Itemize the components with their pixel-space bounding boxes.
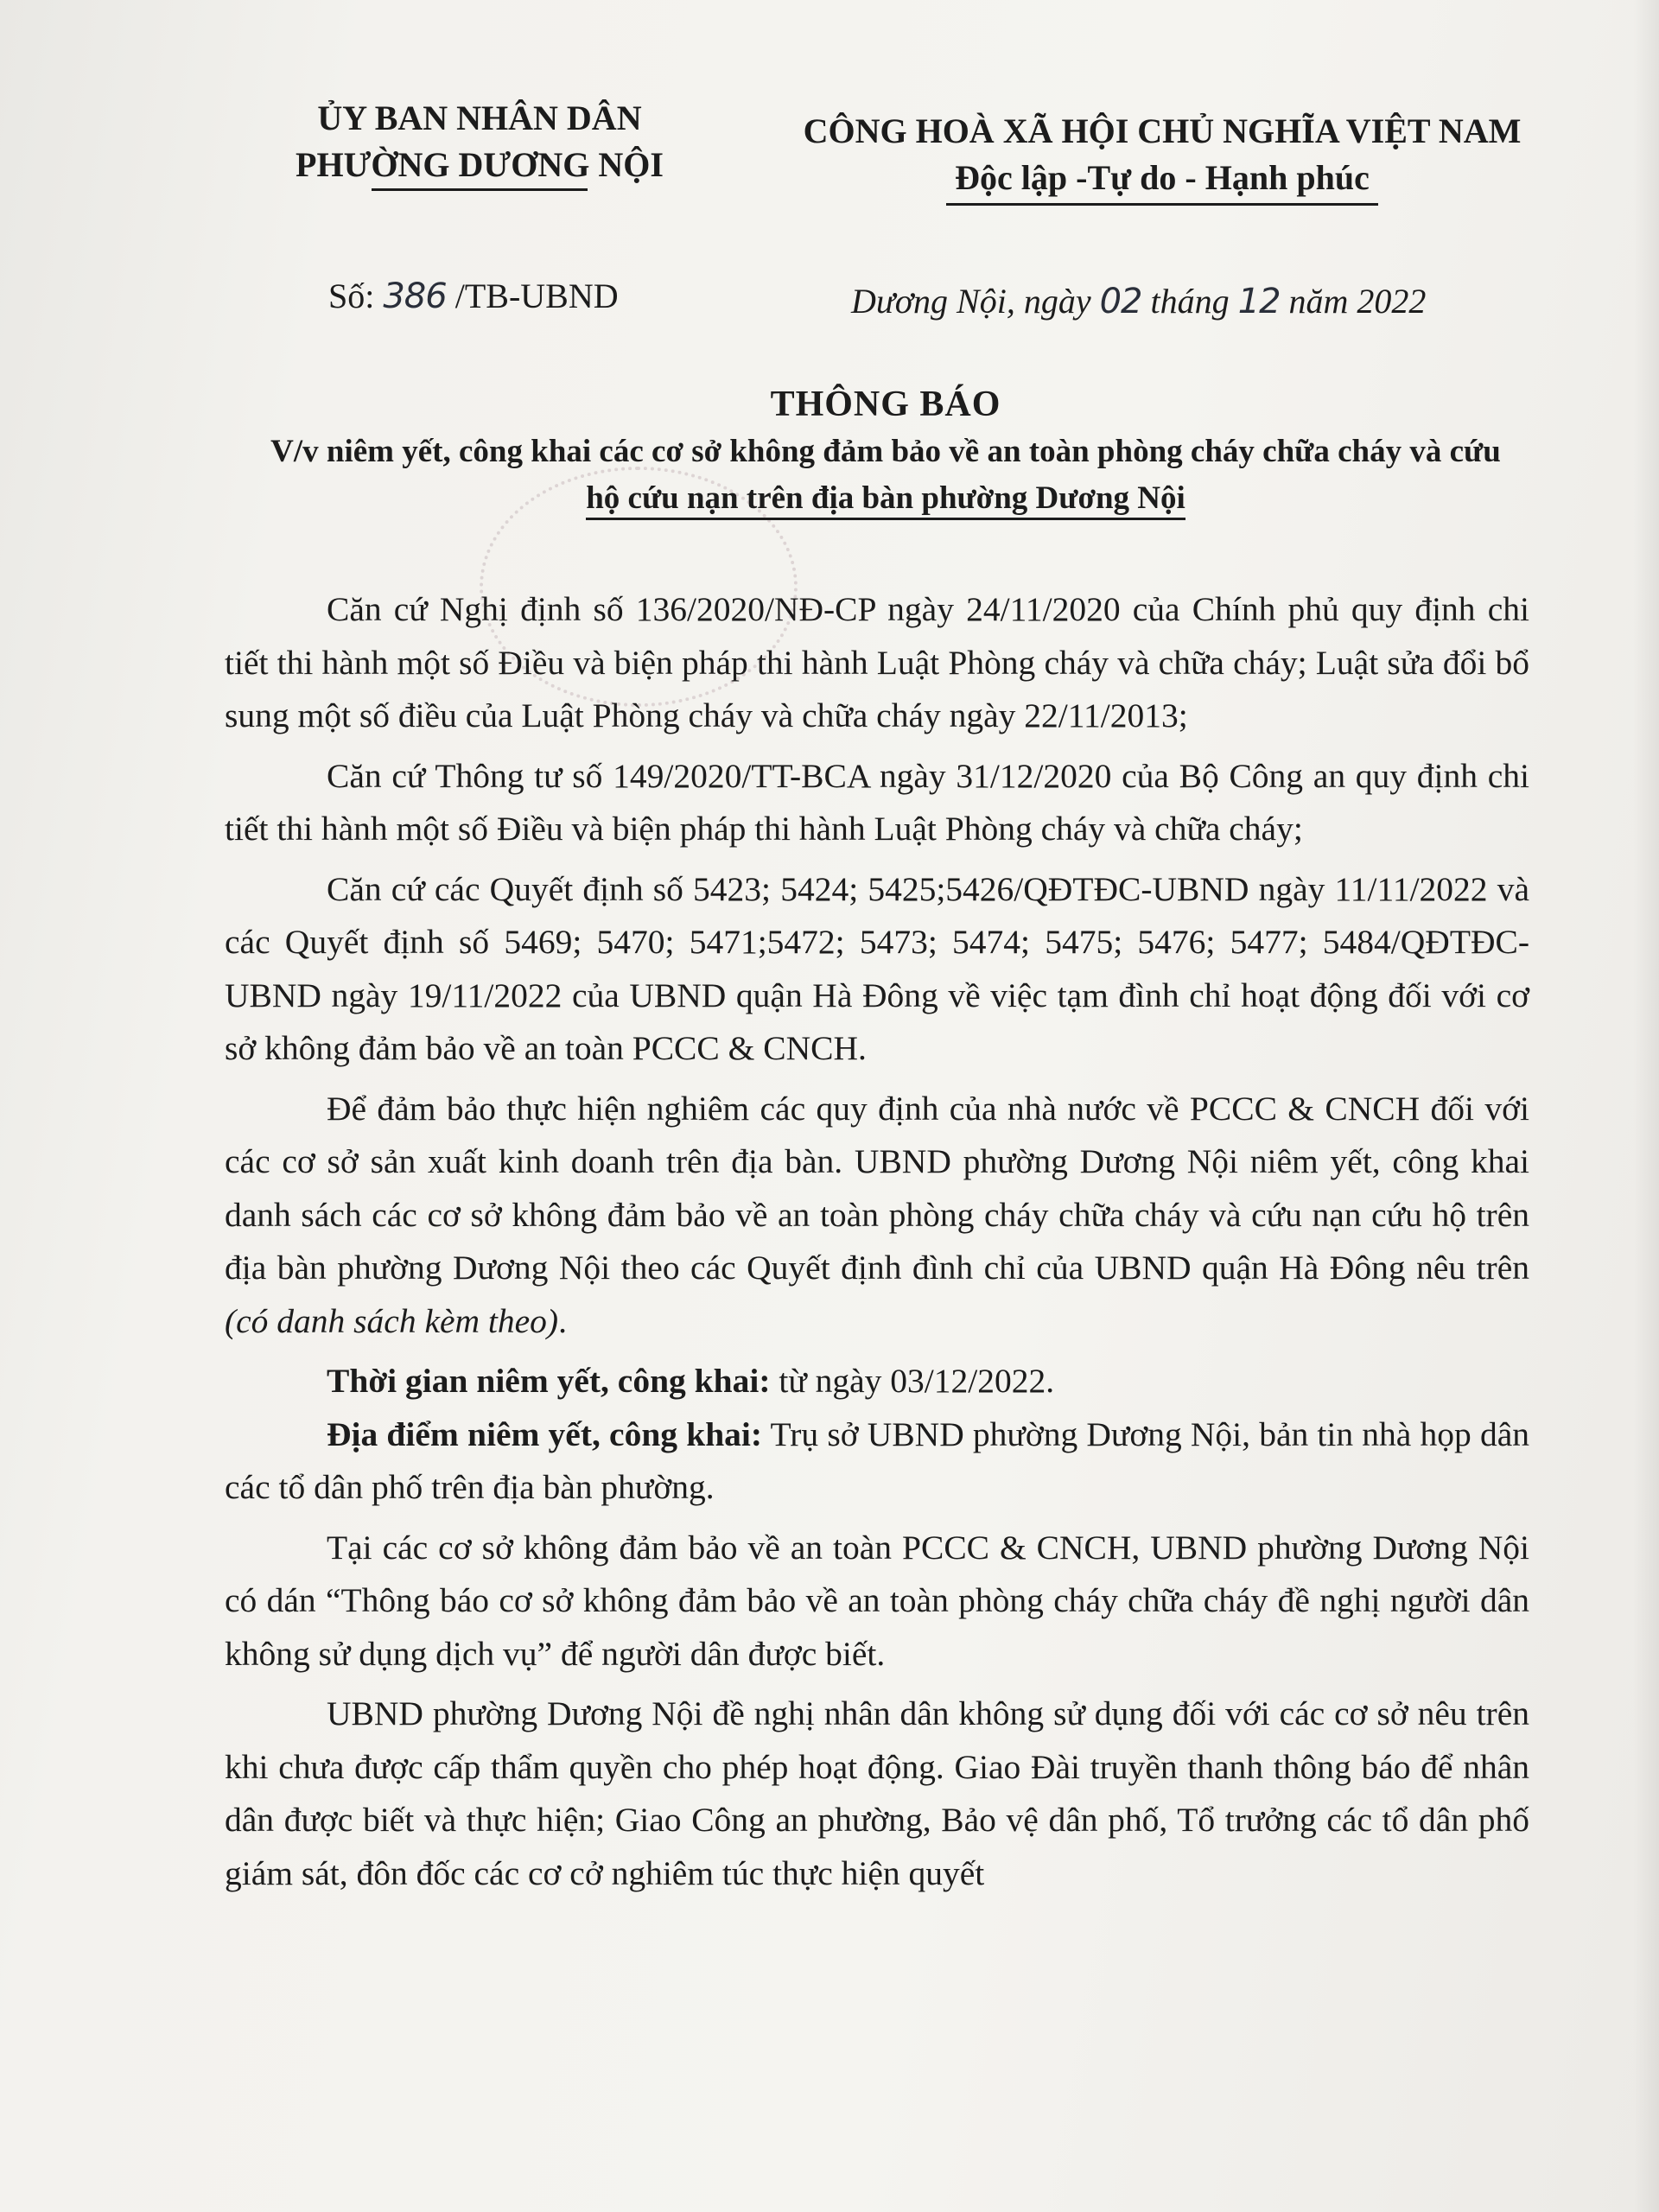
paragraph-posting-time [225, 1355, 1529, 1408]
authority-line-1: ỦY BAN NHÂN DÂN [317, 99, 642, 137]
country-name: CÔNG HOÀ XÃ HỘI CHỦ NGHĨA VIỆT NAM [803, 111, 1522, 150]
authority-underline [372, 188, 588, 191]
number-suffix: /TB-UBND [446, 276, 619, 315]
document-body [225, 583, 1529, 1907]
number-prefix: Số: [328, 276, 384, 315]
title-subject-line-1: V/v niêm yết, công khai các cơ sở không đảm bảo về an toàn phòng cháy chữa cháy và cứu [270, 434, 1501, 469]
national-header [760, 108, 1564, 206]
date-place: Dương Nội, ngày [851, 282, 1100, 321]
authority-line-2: PHƯỜNG DƯƠNG NỘI [296, 145, 664, 184]
handwritten-day: 02 [1099, 282, 1142, 321]
purpose-end: . [558, 1301, 567, 1340]
paragraph-legal-basis-1: Căn cứ Nghị định số 136/2020/NĐ-CP ngày 24/11/2020 của Chính phủ quy định chi tiết thi hành một số Điều và biện pháp thi hành Luật Phòng cháy và chữa cháy; Luật sửa đổi bổ sung một số điều của Luật Phòng cháy và chữa cháy ngày 22/11/2013; [225, 590, 1529, 734]
paragraph-request: UBND phường Dương Nội đề nghị nhân dân không sử dụng đối với các cơ sở nêu trên khi chưa được cấp thẩm quyền cho phép hoạt động. Giao Đài truyền thanh thông báo để nhân dân được biết và thực hiện; Giao Công an phường, Bảo vệ dân phố, Tổ trưởng các tổ dân phố giám sát, đôn đốc các cơ cở nghiêm túc thực hiện quyết [225, 1694, 1529, 1892]
paragraph-posting-location [225, 1408, 1529, 1515]
issuing-authority [276, 95, 683, 191]
paragraph-legal-basis-2: Căn cứ Thông tư số 149/2020/TT-BCA ngày 31/12/2020 của Bộ Công an quy định chi tiết thi hành một số Điều và biện pháp thi hành Luật Phòng cháy và chữa cháy; [225, 756, 1529, 848]
purpose-attachment-note: (có danh sách kèm theo) [225, 1301, 559, 1340]
document-date [851, 278, 1426, 325]
paragraph-legal-basis-3: Căn cứ các Quyết định số 5423; 5424; 5425;5426/QĐTĐC-UBND ngày 11/11/2022 và các Quyết định số 5469; 5470; 5471;5472; 5473; 5474; 5475; 5476; 5477; 5484/QĐTĐC-UBND ngày 19/11/2022 của UBND quận Hà Đông về việc tạm đình chỉ hoạt động đối với cơ sở không đảm bảo về an toàn PCCC & CNCH. [225, 869, 1529, 1067]
handwritten-number: 386 [383, 276, 447, 316]
national-motto: Độc lập -Tự do - Hạnh phúc [946, 155, 1378, 206]
document-title [225, 380, 1547, 522]
title-subject-line-2: hộ cứu nạn trên địa bàn phường Dương Nội [586, 480, 1185, 520]
handwritten-month: 12 [1237, 282, 1281, 321]
document-number [328, 273, 619, 320]
posting-location-label: Địa điểm niêm yết, công khai: [327, 1414, 763, 1453]
paragraph-notice-sign: Tại các cơ sở không đảm bảo về an toàn PCCC & CNCH, UBND phường Dương Nội có dán “Thông báo cơ sở không đảm bảo về an toàn phòng cháy chữa cháy đề nghị người dân không sử dụng dịch vụ” để người dân được biết. [225, 1528, 1529, 1673]
date-month-label: tháng [1141, 282, 1238, 321]
posting-time-label: Thời gian niêm yết, công khai: [327, 1362, 771, 1400]
paragraph-purpose [225, 1083, 1529, 1349]
posting-location-value: Trụ sở UBND phường Dương Nội, bản tin nhà họp dân các tổ dân phố trên địa bàn phường. [225, 1414, 1529, 1506]
purpose-text: Để đảm bảo thực hiện nghiêm các quy định của nhà nước về PCCC & CNCH đối với các cơ sở sản xuất kinh doanh trên địa bàn. UBND phường Dương Nội niêm yết, công khai danh sách các cơ sở không đảm bảo về an toàn phòng cháy chữa cháy và cứu nạn cứu hộ trên địa bàn phường Dương Nội theo các Quyết định đình chỉ của UBND quận Hà Đông nêu trên [225, 1089, 1529, 1287]
date-year: năm 2022 [1280, 282, 1427, 321]
page-edge-shadow [1633, 0, 1659, 2212]
posting-time-value: từ ngày 03/12/2022. [770, 1362, 1055, 1400]
title-main: THÔNG BÁO [770, 385, 1001, 424]
